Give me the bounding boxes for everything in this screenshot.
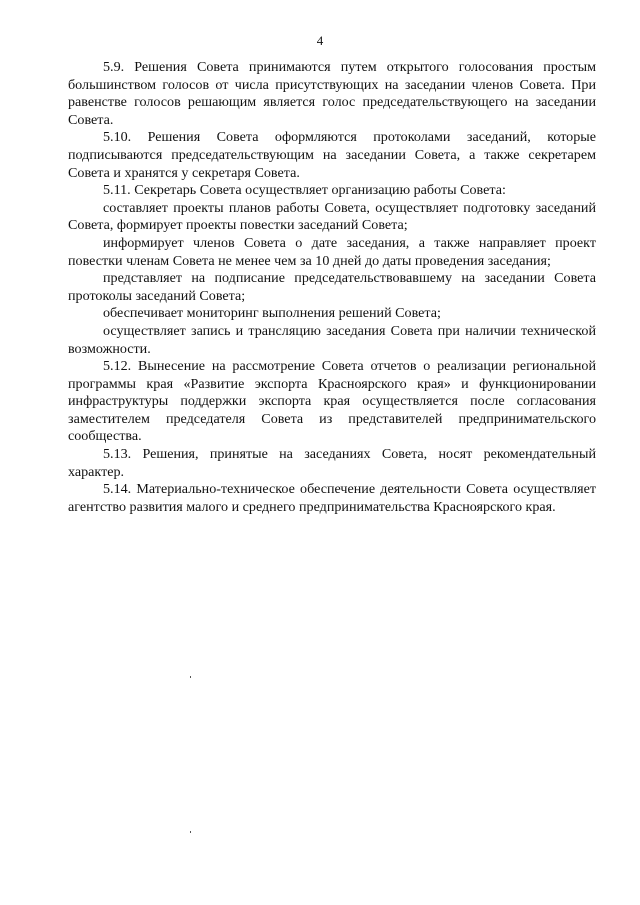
list-item-inform: информирует членов Совета о дате заседания, а также направляет проект повестки членам Совета не менее чем за 10 дней до даты проведения заседания; xyxy=(68,234,596,269)
scan-speck xyxy=(190,676,191,678)
list-item-recording: осуществляет запись и трансляцию заседания Совета при наличии технической возможности. xyxy=(68,322,596,357)
paragraph-5-14: 5.14. Материально-техническое обеспечение деятельности Совета осуществляет агентство развития малого и среднего предпринимательства Красноярского края. xyxy=(68,481,596,515)
paragraph-5-10: 5.10. Решения Совета оформляются протоколами заседаний, которые подписываются председательствующим на заседании Совета, а также секретарем Совета и хранятся у секретаря Совета. xyxy=(68,129,596,181)
scan-speck xyxy=(190,831,191,833)
paragraph-5-9: 5.9. Решения Совета принимаются путем открытого голосования простым большинством голосов от числа присутствующих на заседании членов Совета. При равенстве голосов решающим является голос председательствующего на заседании Совета. xyxy=(68,59,596,128)
document-body xyxy=(68,59,596,516)
list-item-sign: представляет на подписание председательствовавшему на заседании Совета протоколы заседаний Совета; xyxy=(68,270,596,304)
page-number: 4 xyxy=(316,33,324,48)
paragraph-5-12: 5.12. Вынесение на рассмотрение Совета отчетов о реализации региональной программы края «Развитие экспорта Красноярского края» и функционировании инфраструктуры поддержки экспорта края осуществляется после согласования заместителем председателя Совета из представителей предпринимательского сообщества. xyxy=(68,358,596,445)
paragraph-5-11: 5.11. Секретарь Совета осуществляет организацию работы Совета: xyxy=(103,182,506,199)
list-item-plans: составляет проекты планов работы Совета, осуществляет подготовку заседаний Совета, формирует проекты повестки заседаний Совета; xyxy=(68,199,596,234)
paragraph-5-13: 5.13. Решения, принятые на заседаниях Совета, носят рекомендательный характер. xyxy=(68,446,596,480)
list-item-monitoring: обеспечивает мониторинг выполнения решений Совета; xyxy=(103,305,441,322)
